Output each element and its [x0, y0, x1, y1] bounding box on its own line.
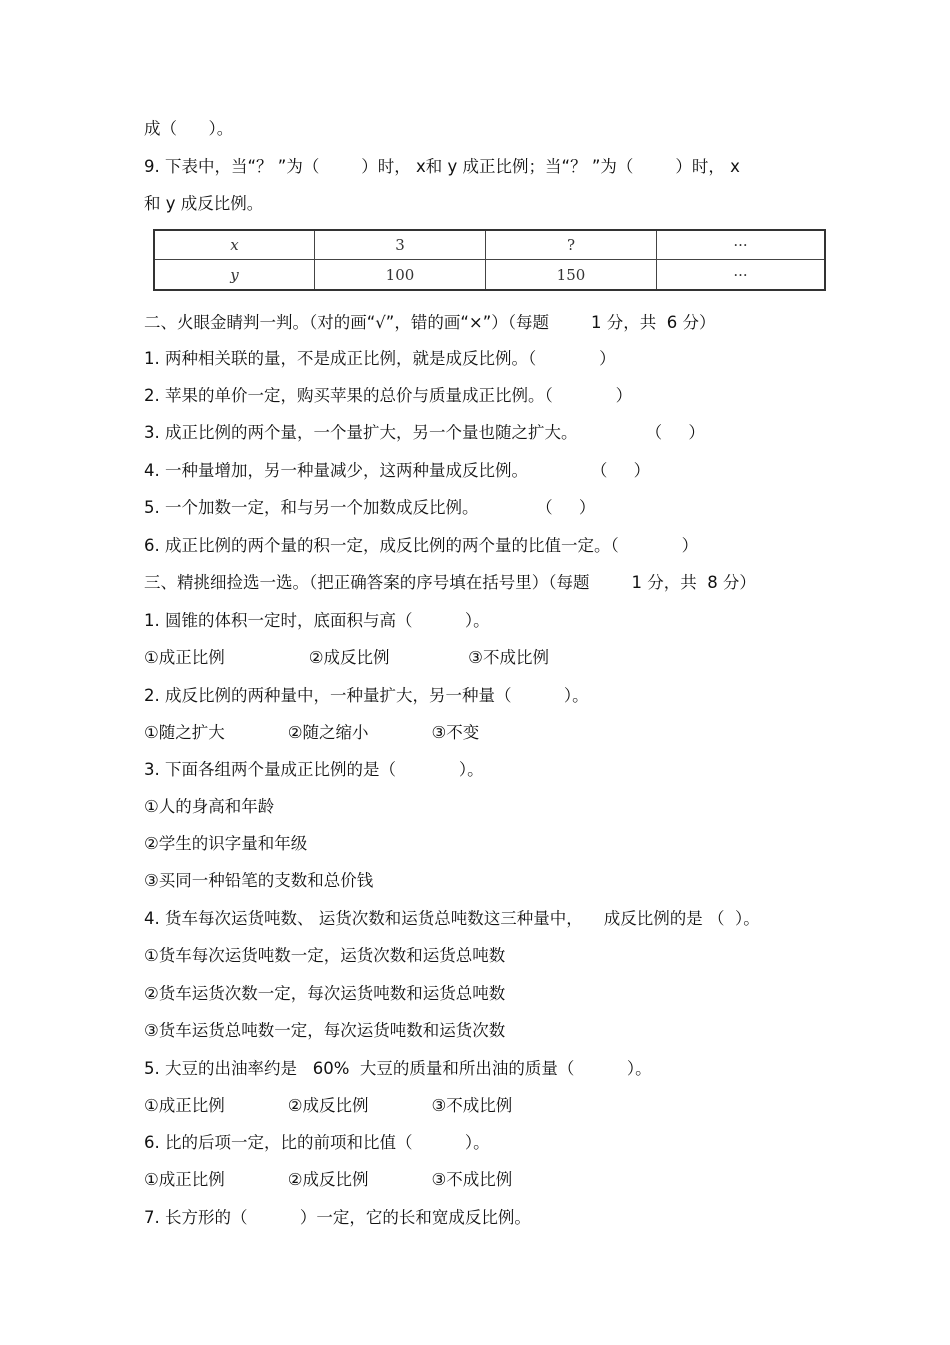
section-3-heading: 三、精挑细捡选一选。（把正确答案的序号填在括号里）（每题 1 分，共 8 分） — [144, 573, 756, 592]
line-21: ①货车每次运货吨数一定，运货次数和运货总吨数 — [144, 946, 506, 965]
xy-table — [153, 229, 826, 291]
line-14: 2. 成反比例的两种量中，一种量扩大，另一种量（ ）。 — [144, 686, 589, 705]
line-1: 成（ ）。 — [144, 119, 234, 138]
line-23: ③货车运货总吨数一定，每次运货吨数和运货次数 — [144, 1021, 506, 1040]
line-10: 6. 成正比例的两个量的积一定，成反比例的两个量的比值一定。（ ） — [144, 536, 699, 555]
line-12: 1. 圆锥的体积一定时，底面积与高（ ）。 — [144, 611, 490, 630]
table-cell: ··· — [657, 231, 824, 260]
line-17: ①人的身高和年龄 — [144, 797, 275, 816]
line-2: 9. 下表中，当“？ ”为（ ）时， x和 y 成正比例；当“？ ”为（ ）时， x — [144, 157, 740, 176]
table-cell: 3 — [315, 231, 486, 260]
line-19: ③买同一种铅笔的支数和总价钱 — [144, 871, 374, 890]
line-28: 7. 长方形的（ ）一定，它的长和宽成反比例。 — [144, 1208, 531, 1227]
line-26: 6. 比的后项一定，比的前项和比值（ ）。 — [144, 1133, 490, 1152]
line-13: ①成正比例 ②成反比例 ③不成比例 — [144, 648, 549, 667]
table-cell: y — [155, 260, 315, 289]
table-cell: x — [155, 231, 315, 260]
line-15: ①随之扩大 ②随之缩小 ③不变 — [144, 723, 480, 742]
table-cell: 100 — [315, 260, 486, 289]
line-20: 4. 货车每次运货吨数、 运货次数和运货总吨数这三种量中， 成反比例的是 （ ）。 — [144, 909, 760, 928]
line-6: 2. 苹果的单价一定，购买苹果的总价与质量成正比例。（ ） — [144, 386, 633, 405]
line-22: ②货车运货次数一定，每次运货吨数和运货总吨数 — [144, 984, 506, 1003]
line-9: 5. 一个加数一定，和与另一个加数成反比例。 （ ） — [144, 498, 596, 517]
line-18: ②学生的识字量和年级 — [144, 834, 308, 853]
table-cell: 150 — [486, 260, 657, 289]
line-7: 3. 成正比例的两个量，一个量扩大，另一个量也随之扩大。 （ ） — [144, 423, 705, 442]
line-5: 1. 两种相关联的量，不是成正比例，就是成反比例。（ ） — [144, 349, 616, 368]
table-cell: ? — [486, 231, 657, 260]
line-16: 3. 下面各组两个量成正比例的是（ ）。 — [144, 760, 484, 779]
table-cell: ··· — [733, 265, 748, 284]
line-25: ①成正比例 ②成反比例 ③不成比例 — [144, 1096, 513, 1115]
line-8: 4. 一种量增加，另一种量减少，这两种量成反比例。 （ ） — [144, 461, 651, 480]
section-2-heading: 二、火眼金睛判一判。（对的画“√”，错的画“×”）（每题 1 分，共 6 分） — [144, 313, 716, 332]
line-27: ①成正比例 ②成反比例 ③不成比例 — [144, 1170, 513, 1189]
line-3: 和 y 成反比例。 — [144, 194, 264, 213]
line-24: 5. 大豆的出油率约是 60% 大豆的质量和所出油的质量（ ）。 — [144, 1059, 652, 1078]
